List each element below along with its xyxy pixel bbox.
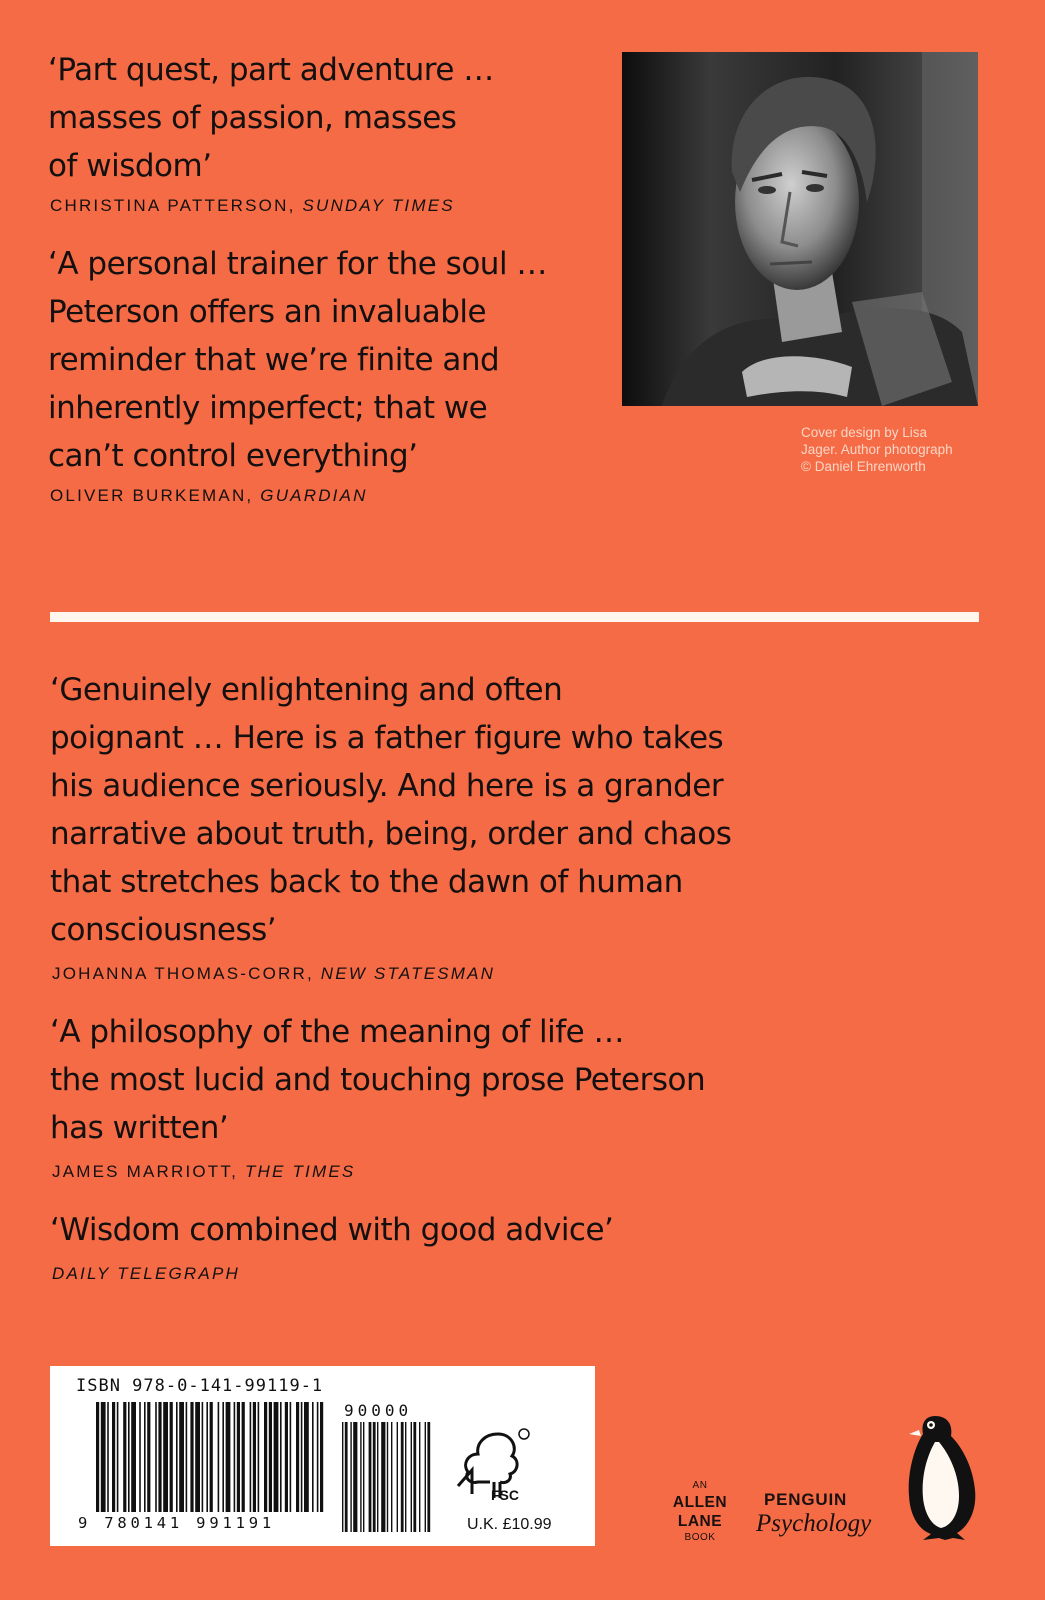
penguin-logo-icon bbox=[905, 1412, 979, 1542]
allen-lane-logo bbox=[650, 1479, 750, 1545]
barcode-bar bbox=[237, 1402, 240, 1512]
review-author: JAMES MARRIOTT, bbox=[52, 1162, 245, 1181]
barcode-bar bbox=[101, 1402, 106, 1512]
barcode-addon-bar bbox=[377, 1422, 378, 1532]
barcode-bar bbox=[158, 1402, 161, 1512]
review-quote: ‘Part quest, part adventure … masses of passion, masses of wisdom’ bbox=[48, 52, 494, 184]
barcode-bar bbox=[155, 1402, 157, 1512]
barcode-bar bbox=[280, 1402, 282, 1512]
barcode-addon-bar bbox=[360, 1422, 361, 1532]
divider bbox=[50, 612, 979, 622]
review-quote: ‘A philosophy of the meaning of life … the most lucid and touching prose Peterson has written’ bbox=[50, 1014, 706, 1146]
barcode-bar bbox=[218, 1402, 220, 1512]
barcode-panel bbox=[50, 1366, 595, 1546]
barcode-bar bbox=[312, 1402, 314, 1512]
review-quote: ‘Genuinely enlightening and often poignant … Here is a father figure who takes his audience seriously. And here is a grander narrative about truth, being, order and chaos that stretches back to the dawn of human consciousness’ bbox=[50, 672, 732, 948]
review-attribution bbox=[52, 1162, 355, 1182]
barcode-bar bbox=[274, 1402, 279, 1512]
review-attribution bbox=[50, 486, 368, 506]
barcode-addon-digits: 90000 bbox=[344, 1401, 413, 1420]
allen-book: BOOK bbox=[684, 1532, 716, 1543]
barcode-addon-bar bbox=[411, 1422, 412, 1532]
price-label: U.K. £10.99 bbox=[467, 1516, 552, 1533]
review-quote: ‘A personal trainer for the soul … Peterson offers an invaluable reminder that we’re finite and inherently imperfect; that we can’t control everything’ bbox=[48, 246, 547, 474]
barcode-addon-bar bbox=[342, 1422, 343, 1532]
barcode-addon-bar bbox=[350, 1422, 351, 1532]
barcode-bar bbox=[107, 1402, 109, 1512]
barcode-addon-bar bbox=[363, 1422, 364, 1532]
barcode-bar bbox=[170, 1402, 173, 1512]
review-author: OLIVER BURKEMAN, bbox=[50, 486, 261, 505]
barcode-bar bbox=[285, 1402, 288, 1512]
photo-credit: Cover design by Lisa Jager. Author photograph © Daniel Ehrenworth bbox=[801, 425, 953, 474]
review-publication: NEW STATESMAN bbox=[320, 964, 496, 983]
barcode-addon-bar bbox=[391, 1422, 392, 1532]
barcode-addon-bar bbox=[369, 1422, 372, 1532]
review-author: JOHANNA THOMAS-CORR, bbox=[52, 964, 321, 983]
barcode-bar bbox=[131, 1402, 136, 1512]
barcode-bar bbox=[258, 1402, 260, 1512]
barcode-bar bbox=[139, 1402, 141, 1512]
barcode-digits: 9 780141 991191 bbox=[78, 1514, 275, 1532]
author-photograph bbox=[622, 52, 978, 406]
barcode-bar bbox=[186, 1402, 188, 1512]
barcode-bar bbox=[250, 1402, 252, 1512]
barcode-bar bbox=[190, 1402, 193, 1512]
barcode-bar bbox=[117, 1402, 119, 1512]
barcode-bar bbox=[144, 1402, 146, 1512]
review-attribution bbox=[50, 196, 455, 216]
barcode-addon-bar bbox=[397, 1422, 398, 1532]
barcode-bar bbox=[147, 1402, 150, 1512]
barcode-bar bbox=[128, 1402, 130, 1512]
barcode-bar bbox=[222, 1402, 224, 1512]
barcode-addon-bar bbox=[419, 1422, 420, 1532]
barcode-bar bbox=[96, 1402, 99, 1512]
barcode-addon-bar bbox=[405, 1422, 406, 1532]
barcode-bar bbox=[179, 1402, 184, 1512]
review-attribution bbox=[52, 964, 495, 984]
author-photo-image bbox=[622, 52, 978, 406]
barcode-bar bbox=[264, 1402, 267, 1512]
barcode-addon-bar bbox=[353, 1422, 357, 1532]
barcode-bar bbox=[320, 1402, 323, 1512]
allen-an: AN bbox=[692, 1480, 708, 1491]
review-attribution bbox=[52, 1264, 240, 1284]
barcode-bar bbox=[123, 1402, 126, 1512]
barcode-bar bbox=[304, 1402, 309, 1512]
review-quote: ‘Wisdom combined with good advice’ bbox=[50, 1212, 614, 1248]
barcode-bar bbox=[206, 1402, 208, 1512]
barcode-bar bbox=[226, 1402, 231, 1512]
barcode-bar bbox=[242, 1402, 245, 1512]
barcode-addon-bar bbox=[413, 1422, 416, 1532]
barcode-bar bbox=[253, 1402, 256, 1512]
barcode-addon-bar bbox=[345, 1422, 348, 1532]
barcode-bar bbox=[296, 1402, 299, 1512]
barcode-bar bbox=[269, 1402, 272, 1512]
barcode-addon-bar bbox=[381, 1422, 385, 1532]
fsc-label: FSC bbox=[491, 1487, 519, 1503]
barcode-bar bbox=[301, 1402, 303, 1512]
penguin-wordmark: PENGUIN bbox=[764, 1490, 848, 1509]
isbn-label: ISBN 978-0-141-99119-1 bbox=[76, 1376, 324, 1396]
barcode-bar bbox=[112, 1402, 115, 1512]
allen-word: ALLEN bbox=[672, 1494, 728, 1511]
barcode-bar bbox=[210, 1402, 213, 1512]
review-publication: GUARDIAN bbox=[260, 486, 368, 505]
barcode-bar bbox=[202, 1402, 204, 1512]
barcode-bar bbox=[234, 1402, 236, 1512]
barcode-addon-bar bbox=[373, 1422, 376, 1532]
review-author: CHRISTINA PATTERSON, bbox=[50, 196, 303, 215]
barcode-addon-bar bbox=[401, 1422, 404, 1532]
barcode-bar bbox=[317, 1402, 319, 1512]
barcode-addon-bar bbox=[425, 1422, 426, 1532]
barcode-bar bbox=[195, 1402, 200, 1512]
barcode-bar bbox=[163, 1402, 168, 1512]
barcode-bar bbox=[176, 1402, 178, 1512]
barcode-addon-bar bbox=[387, 1422, 388, 1532]
barcode-addon-bar bbox=[427, 1422, 430, 1532]
barcode-bar bbox=[290, 1402, 292, 1512]
lane-word: LANE bbox=[677, 1513, 723, 1530]
psychology-wordmark: Psychology bbox=[756, 1510, 872, 1537]
review-publication: DAILY TELEGRAPH bbox=[52, 1264, 240, 1283]
review-publication: SUNDAY TIMES bbox=[302, 196, 455, 215]
review-publication: THE TIMES bbox=[244, 1162, 356, 1181]
